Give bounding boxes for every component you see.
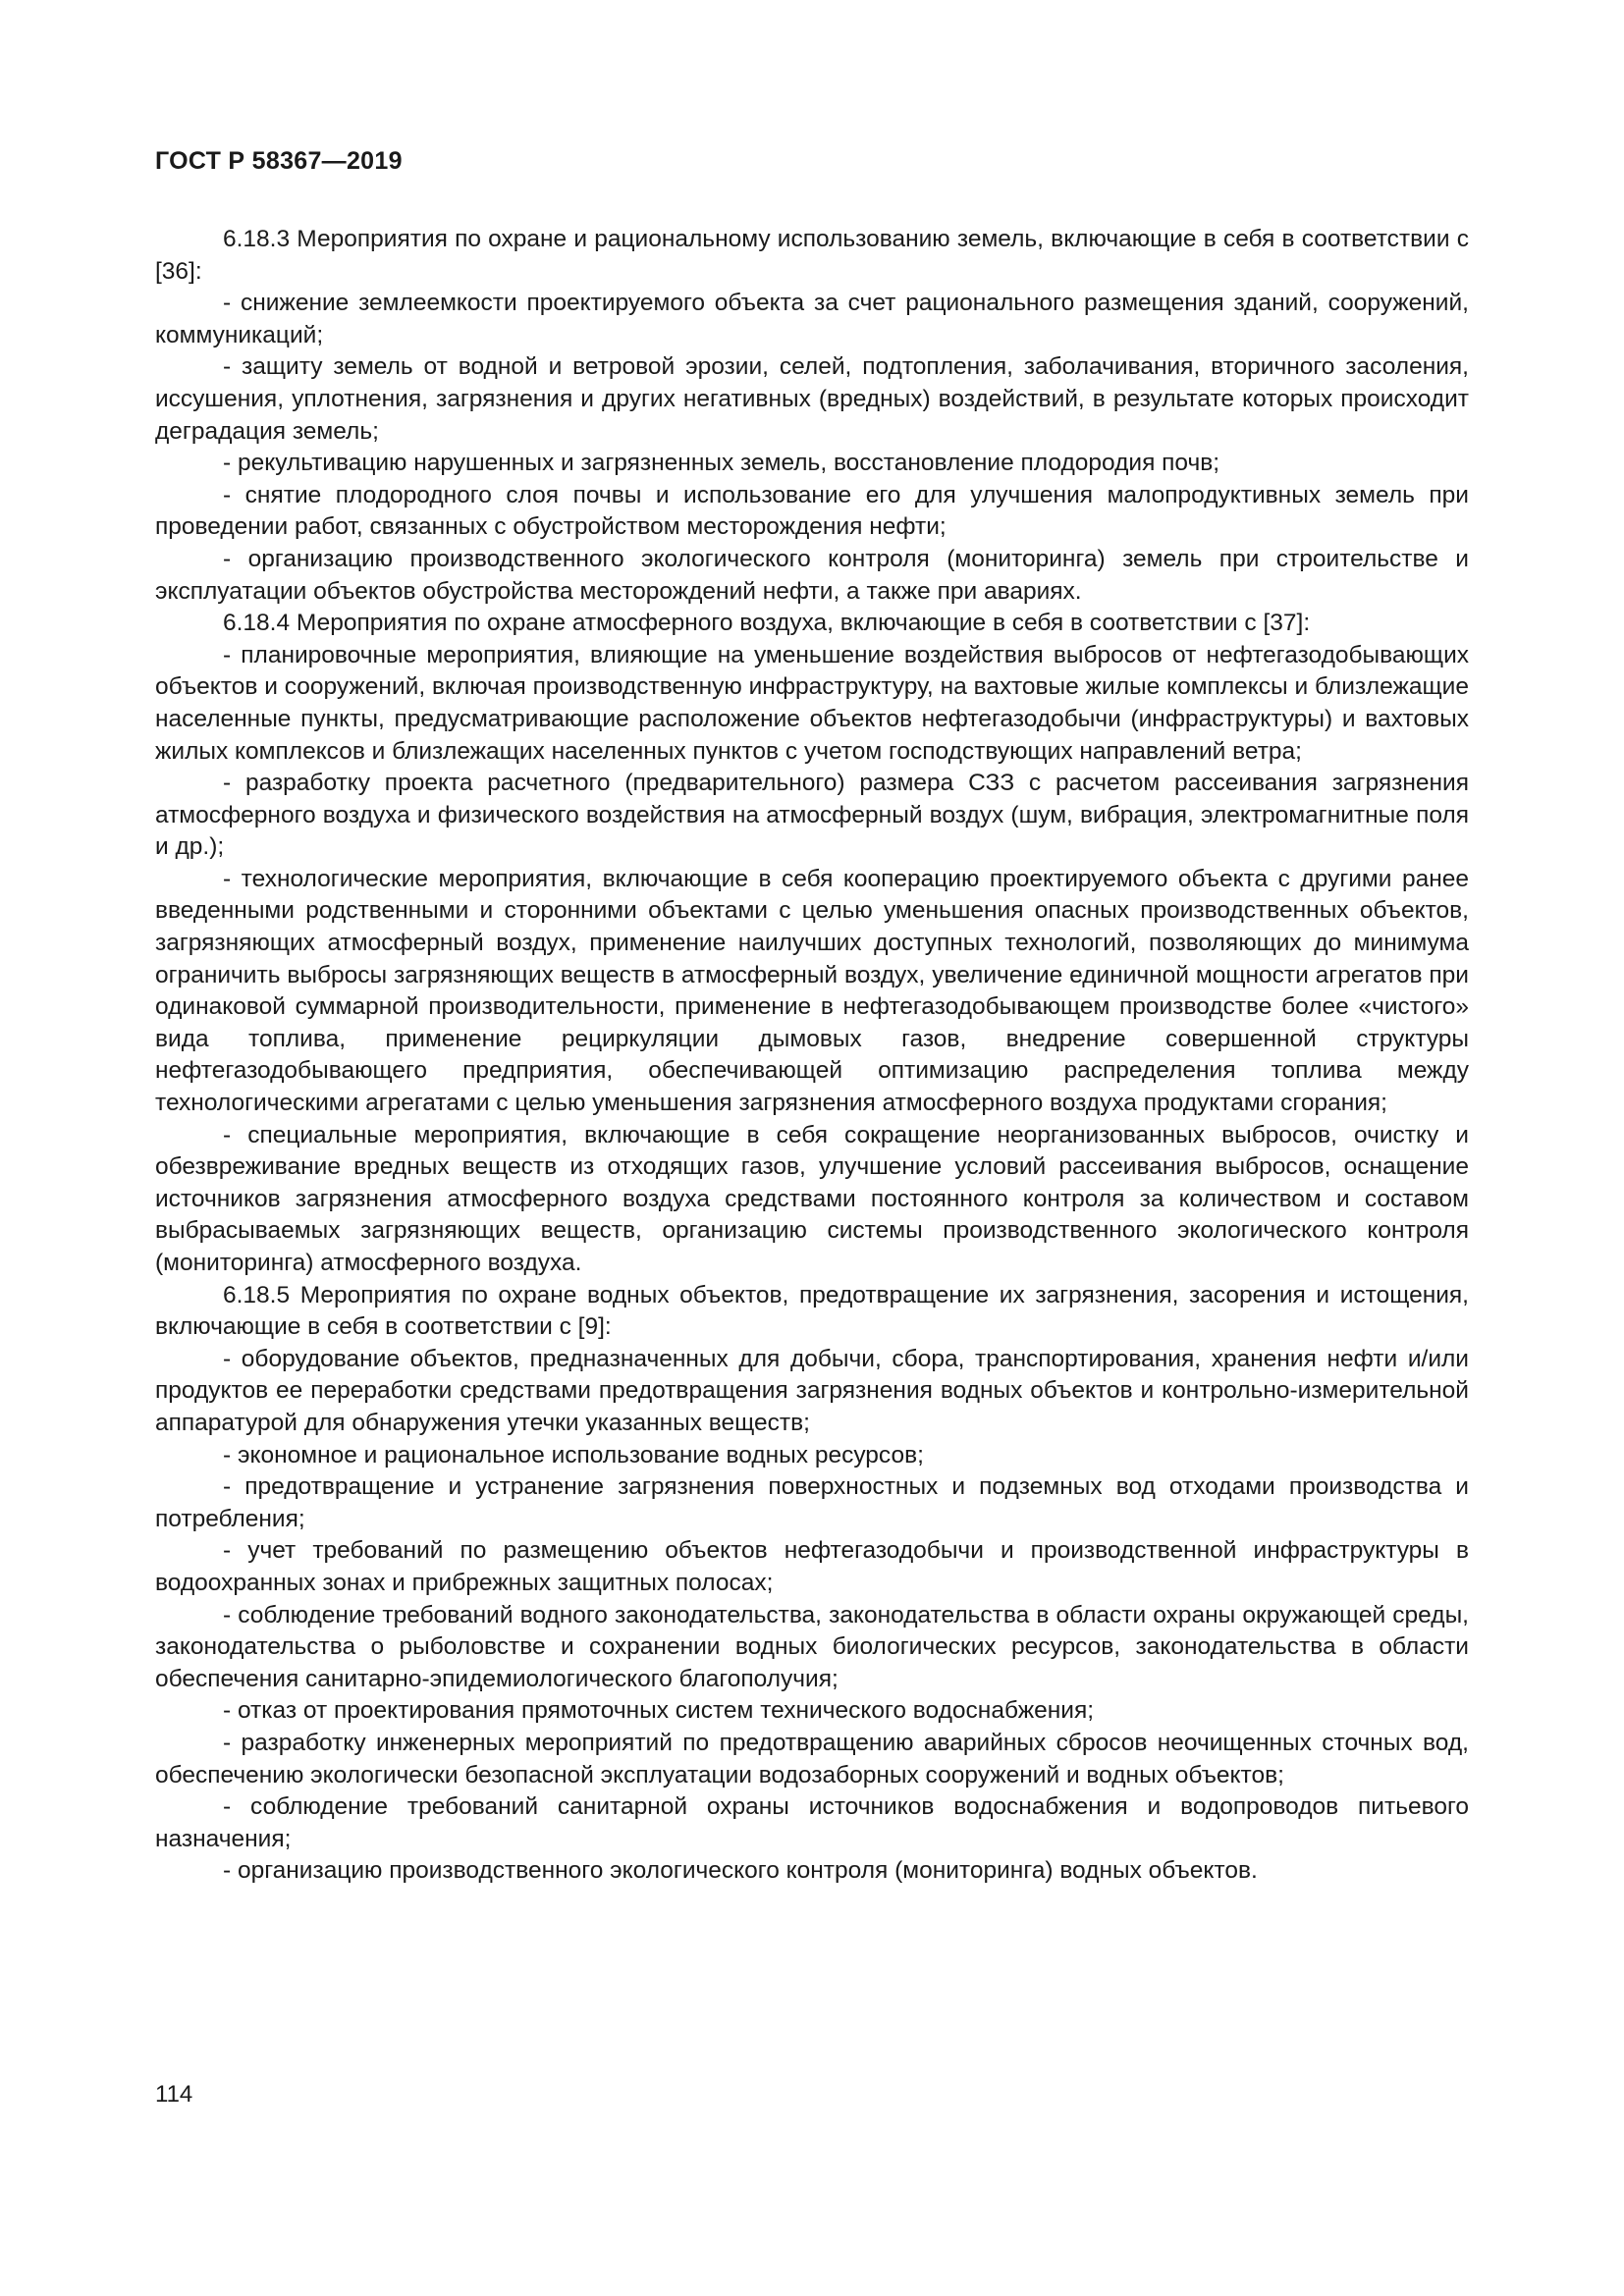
list-item: - специальные мероприятия, включающие в себя сокращение неорганизованных выбросов, очистку и обезвреживание вредных веществ из отходящих газов, улучшение условий рассеивания выбросов, оснащение источников загрязнения атмосферного воздуха средствами постоянного контроля за количеством и составом выбрасываемых загрязняющих веществ, организацию системы производственного экологического контроля (мониторинга) атмосферного воздуха. [155,1121,1469,1276]
list-item: - учет требований по размещению объектов нефтегазодобычи и производственной инфраструктуры в водоохранных зонах и прибрежных защитных полосах; [155,1537,1469,1596]
list-item: - организацию производственного экологического контроля (мониторинга) водных объектов. [223,1857,1258,1885]
clause-6-18-3: 6.18.3 Мероприятия по охране и рациональному использованию земель, включающие в себя в соответствии с [36]: [155,226,1469,285]
list-item: - планировочные мероприятия, влияющие на уменьшение воздействия выбросов от нефтегазодобывающих объектов и сооружений, включая производственную инфраструктуру, на вахтовые жилые комплексы и близлежащие населенные пункты, предусматривающие расположение объектов нефтегазодобычи (инфраструктуры) и вахтовых жилых комплексов и близлежащих населенных пунктов с учетом господствующих направлений ветра; [155,641,1469,765]
list-item: - соблюдение требований санитарной охраны источников водоснабжения и водопроводов питьевого назначения; [155,1793,1469,1852]
list-item: - рекультивацию нарушенных и загрязненных земель, восстановление плодородия почв; [223,450,1220,477]
list-item: - разработку инженерных мероприятий по предотвращению аварийных сбросов неочищенных сточных вод, обеспечению экологически безопасной эксплуатации водозаборных сооружений и водных объектов; [155,1729,1469,1789]
list-item: - отказ от проектирования прямоточных систем технического водоснабжения; [223,1697,1095,1725]
document-code-header: ГОСТ Р 58367—2019 [155,147,403,175]
list-item: - снижение землеемкости проектируемого объекта за счет рационального размещения зданий, сооружений, коммуникаций; [155,290,1469,348]
list-item: - оборудование объектов, предназначенных для добычи, сбора, транспортирования, хранения нефти и/или продуктов ее переработки средствами предотвращения загрязнения водных объектов и контрольно-измерительной аппаратурой для обнаружения утечки указанных веществ; [155,1345,1469,1436]
list-item: - экономное и рациональное использование водных ресурсов; [223,1441,924,1468]
list-item: - соблюдение требований водного законодательства, законодательства в области охраны окружающей среды, законодательства о рыболовстве и сохранении водных биологических ресурсов, законодательства в области обеспечения санитарно-эпидемиологического благополучия; [155,1601,1469,1692]
list-item: - защиту земель от водной и ветровой эрозии, селей, подтопления, заболачивания, вторичного засоления, иссушения, уплотнения, загрязнения и других негативных (вредных) воздействий, в результате которых происходит деградация земель; [155,353,1469,445]
list-item: - организацию производственного экологического контроля (мониторинга) земель при строительстве и эксплуатации объектов обустройства месторождений нефти, а также при авариях. [155,545,1469,605]
clause-6-18-4: 6.18.4 Мероприятия по охране атмосферного воздуха, включающие в себя в соответствии с [37]: [223,610,1311,637]
clause-6-18-5: 6.18.5 Мероприятия по охране водных объектов, предотвращение их загрязнения, засорения и истощения, включающие в себя в соответствии с [9]: [155,1281,1469,1341]
page-number: 114 [155,2081,193,2108]
list-item: - предотвращение и устранение загрязнения поверхностных и подземных вод отходами производства и потребления; [155,1473,1469,1532]
list-item: - снятие плодородного слоя почвы и использование его для улучшения малопродуктивных земель при проведении работ, связанных с обустройством месторождения нефти; [155,481,1469,541]
list-item: - разработку проекта расчетного (предварительного) размера СЗЗ с расчетом рассеивания загрязнения атмосферного воздуха и физического воздействия на атмосферный воздух (шум, вибрация, электромагнитные поля и др.); [155,770,1469,861]
list-item: - технологические мероприятия, включающие в себя кооперацию проектируемого объекта с другими ранее введенными родственными и сторонними объектами с целью уменьшения опасных производственных объектов, загрязняющих атмосферный воздух, применение наилучших доступных технологий, позволяющих до минимума ограничить выбросы загрязняющих веществ в атмосферный воздух, увеличение единичной мощности агрегатов при одинаковой суммарной производительности, применение в нефтегазодобывающем производстве более «чистого» вида топлива, применение рециркуляции дымовых газов, внедрение совершенной структуры нефтегазодобывающего предприятия, обеспечивающей оптимизацию распределения топлива между технологическими агрегатами с целью уменьшения загрязнения атмосферного воздуха продуктами сгорания; [155,865,1469,1117]
document-body [155,224,1469,1888]
